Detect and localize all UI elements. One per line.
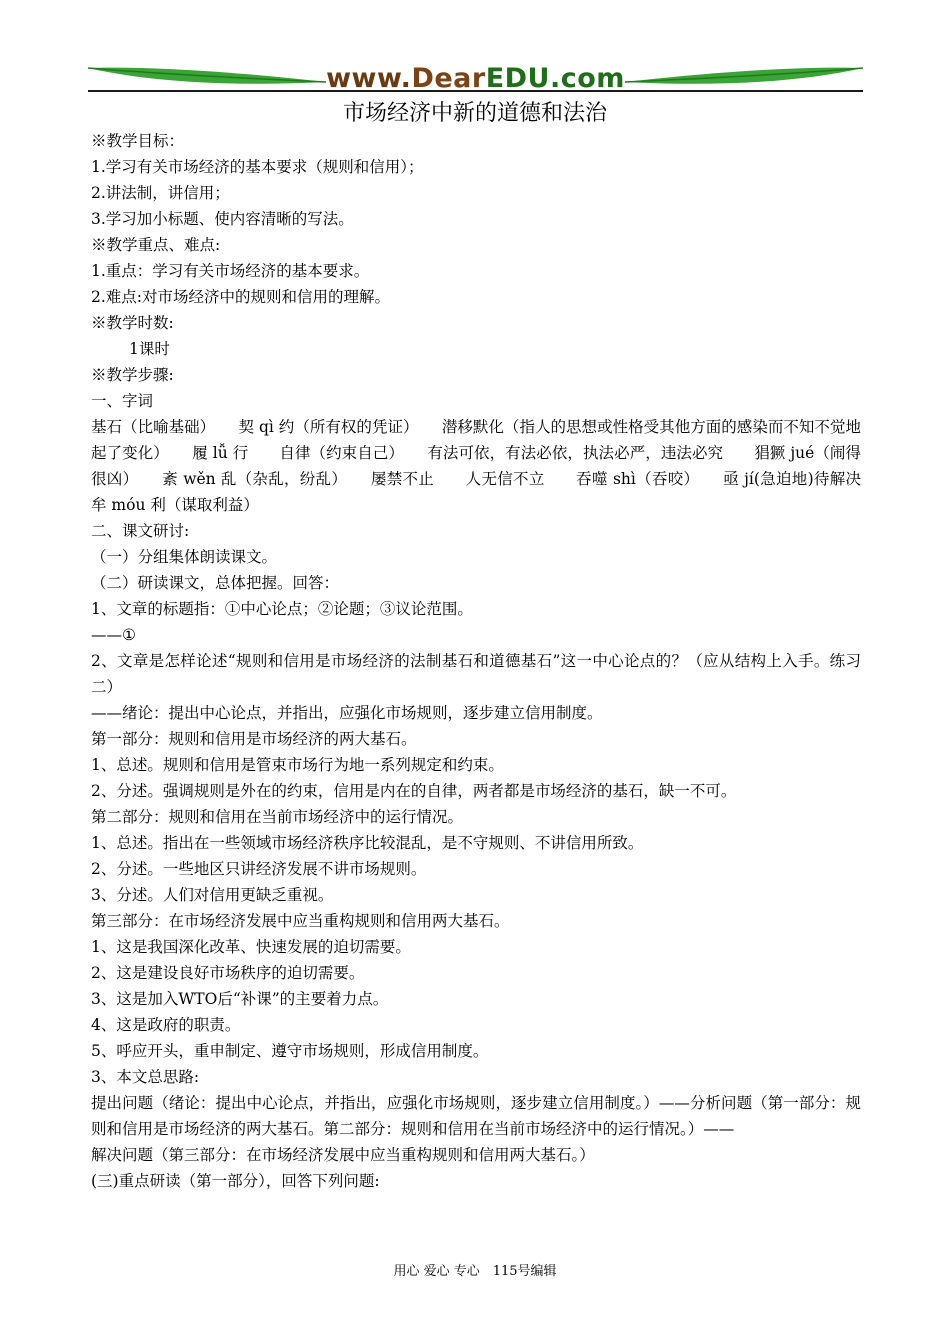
logo-edu: EDU.com <box>485 63 625 94</box>
text-line: 1.学习有关市场经济的基本要求（规则和信用）； <box>91 158 424 176</box>
site-banner <box>88 62 863 96</box>
document-title: 市场经济中新的道德和法治 <box>342 101 607 126</box>
text-line: 第一部分：规则和信用是市场经济的两大基石。 <box>91 730 417 748</box>
text-line: 2、分述。强调规则是外在的约束，信用是内在的自律，两者都是市场经济的基石，缺一不可。 <box>91 782 737 800</box>
text-line: 3、这是加入WTO后“补课”的主要着力点。 <box>91 990 389 1008</box>
text-line: 1、文章的标题指：①中心论点；②论题；③议论范围。 <box>91 600 473 618</box>
page-footer: 用心 爱心 专心 115号编辑 <box>393 1264 557 1279</box>
text-line: 2、分述。一些地区只讲经济发展不讲市场规则。 <box>91 860 427 878</box>
text-line: 1、总述。规则和信用是管束市场行为地一系列规定和约束。 <box>91 756 504 774</box>
text-paragraph: 2、文章是怎样论述“规则和信用是市场经济的法制基石和道德基石”这一中心论点的？（应从结构上入手。练习二） <box>91 652 861 696</box>
text-line: 2、这是建设良好市场秩序的迫切需要。 <box>91 964 365 982</box>
text-line: 2.难点:对市场经济中的规则和信用的理解。 <box>91 288 391 306</box>
text-line: 第二部分：规则和信用在当前市场经济中的运行情况。 <box>91 808 464 826</box>
text-line: （二）研读课文，总体把握。回答： <box>91 574 340 592</box>
text-line: 2.讲法制，讲信用； <box>91 184 230 202</box>
text-paragraph: 提出问题（绪论：提出中心论点，并指出，应强化市场规则，逐步建立信用制度。）——分析问题（第一部分：规则和信用是市场经济的两大基石。第二部分：规则和信用在当前市场经济中的运行情况。）—— <box>91 1094 861 1138</box>
text-line: 5、呼应开头，重申制定、遵守市场规则，形成信用制度。 <box>91 1042 489 1060</box>
site-logo-text <box>88 62 863 96</box>
text-line: 3、本文总思路: <box>91 1068 200 1086</box>
text-line: ——① <box>91 626 136 644</box>
text-line: 3.学习加小标题、使内容清晰的写法。 <box>91 210 354 228</box>
text-line: 1课时 <box>129 340 170 358</box>
text-line: 解决问题（第三部分：在市场经济发展中应当重构规则和信用两大基石。） <box>91 1146 595 1164</box>
text-line: （一）分组集体朗读课文。 <box>91 548 278 566</box>
section-heading-hours: ※教学时数: <box>91 314 174 332</box>
text-line: 1.重点：学习有关市场经济的基本要求。 <box>91 262 370 280</box>
section-heading-goals: ※教学目标： <box>91 132 185 150</box>
logo-dear: Dear <box>411 63 486 94</box>
subheading-vocabulary: 一、字词 <box>91 392 154 410</box>
document-body <box>91 128 893 1194</box>
text-line: ——绪论：提出中心论点，并指出，应强化市场规则，逐步建立信用制度。 <box>91 704 603 722</box>
text-line: 第三部分：在市场经济发展中应当重构规则和信用两大基石。 <box>91 912 510 930</box>
section-heading-focus: ※教学重点、难点: <box>91 236 221 254</box>
text-line: 1、总述。指出在一些领域市场经济秩序比较混乱，是不守规则、不讲信用所致。 <box>91 834 644 852</box>
text-line: 4、这是政府的职责。 <box>91 1016 241 1034</box>
section-heading-steps: ※教学步骤: <box>91 366 174 384</box>
logo-www: www. <box>326 63 412 94</box>
text-line: 3、分述。人们对信用更缺乏重视。 <box>91 886 334 904</box>
text-line: 1、这是我国深化改革、快速发展的迫切需要。 <box>91 938 411 956</box>
vocabulary-paragraph: 基石（比喻基础） 契 qì 约（所有权的凭证） 潜移默化（指人的思想或性格受其他方面的感染而不知不觉地起了变化） 履 lǚ 行 自律（约束自己） 有法可依，有法必依，执法必严，违法必究 猖獗 jué（闹得很凶） 紊 wěn 乱（杂乱，纷乱） 屡禁不止 人无信不立 吞噬 shì（吞咬） 亟 jí(急迫地)待解决 牟 móu 利（谋取利益） <box>91 418 893 514</box>
text-line: (三)重点研读（第一部分），回答下列问题: <box>91 1172 380 1190</box>
subheading-text-study: 二、课文研讨: <box>91 522 190 540</box>
